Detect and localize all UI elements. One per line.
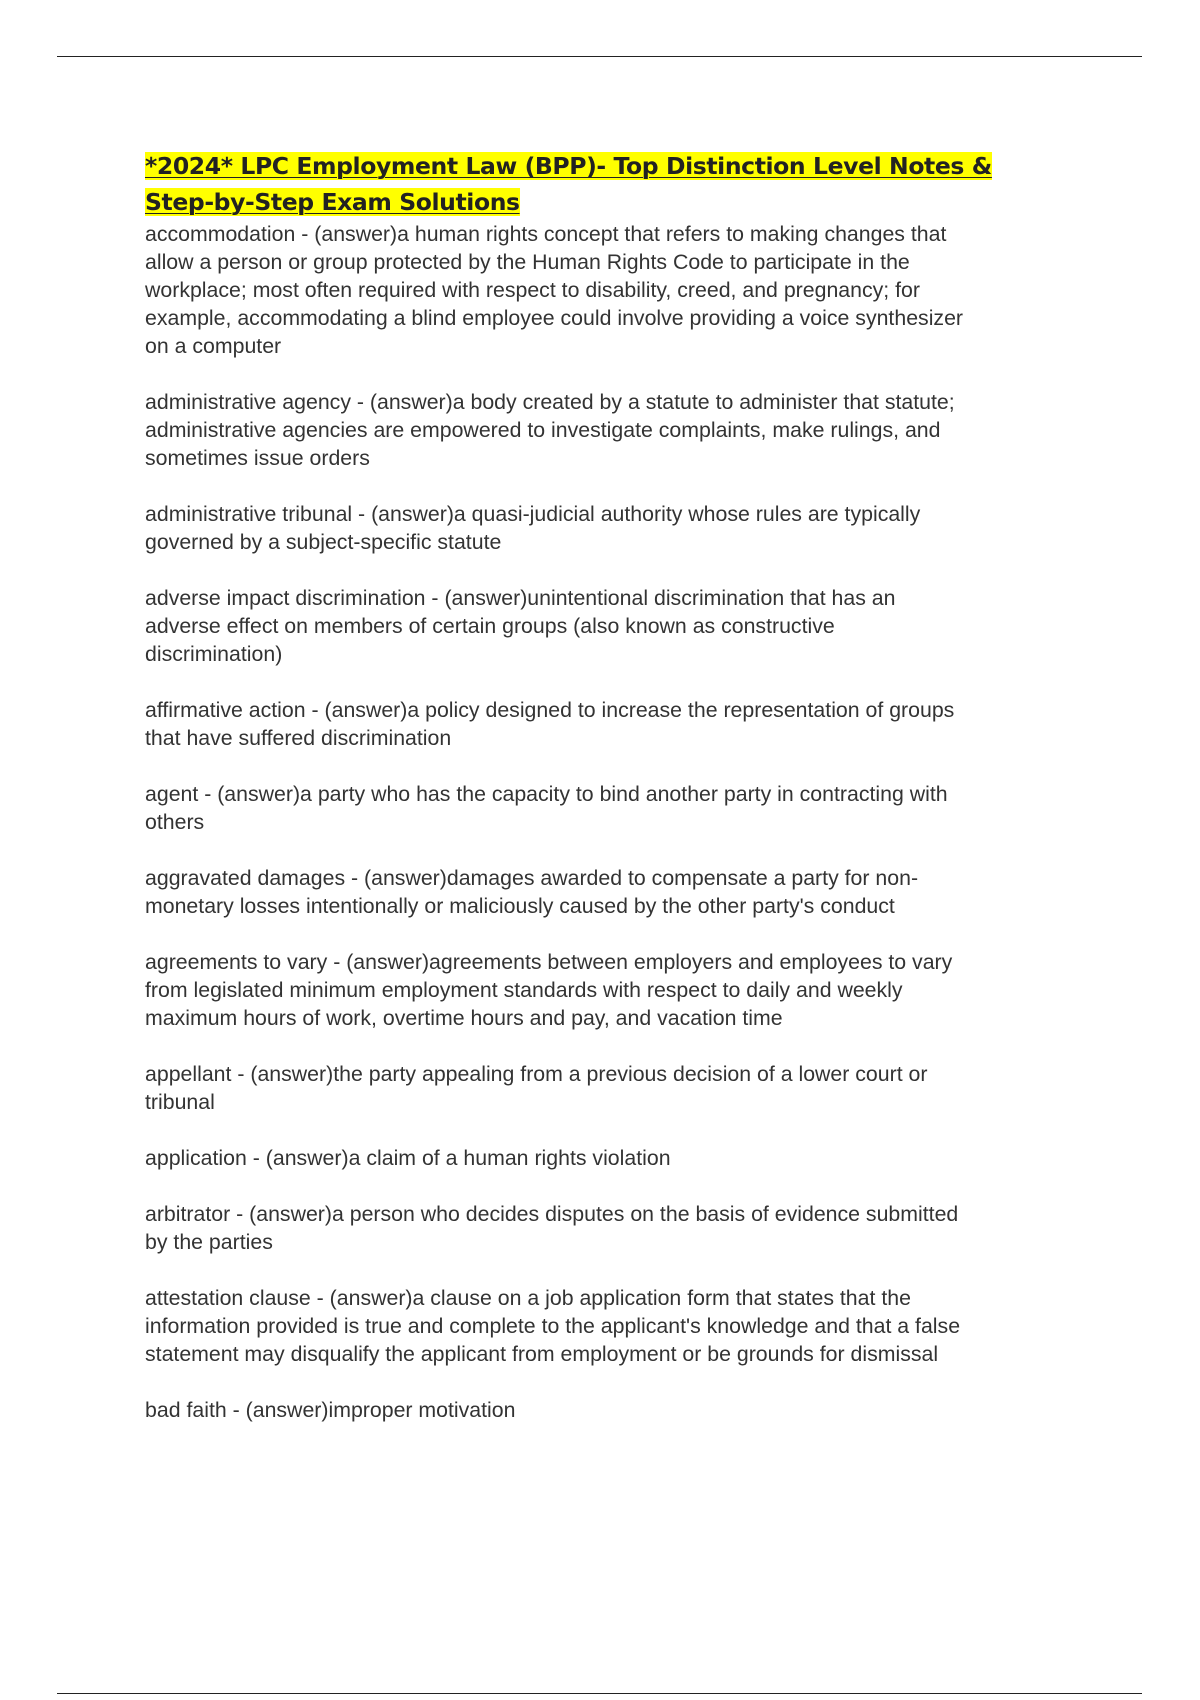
glossary-entry-attestation-clause: attestation clause - (answer)a clause on a job application form that states that the information provided is true and complete to the applicant's knowledge and that a false statement may disqualify the applicant from employment or be grounds for dismissal bbox=[145, 1286, 961, 1366]
glossary-entry-administrative-tribunal: administrative tribunal - (answer)a quasi-judicial authority whose rules are typically governed by a subject-specific statute bbox=[145, 502, 921, 554]
page-bottom-rule bbox=[57, 1693, 1142, 1694]
document-title-line-2: Step-by-Step Exam Solutions bbox=[145, 188, 520, 216]
page-content bbox=[145, 148, 1085, 1452]
glossary-entry-affirmative-action: affirmative action - (answer)a policy designed to increase the representation of groups that have suffered discrimination bbox=[145, 698, 955, 750]
glossary-entry-appellant: appellant - (answer)the party appealing from a previous decision of a lower court or tribunal bbox=[145, 1062, 928, 1114]
glossary-entry-accommodation: accommodation - (answer)a human rights concept that refers to making changes that allow a person or group protected by the Human Rights Code to participate in the workplace; most often required with respect to disability, creed, and pregnancy; for example, accommodating a blind employee could involve providing a voice synthesizer on a computer bbox=[145, 222, 964, 358]
glossary-entry-arbitrator: arbitrator - (answer)a person who decides disputes on the basis of evidence submitted by the parties bbox=[145, 1202, 959, 1254]
glossary-list bbox=[145, 220, 1085, 1424]
document-title bbox=[145, 148, 1085, 220]
glossary-entry-adverse-impact-discrimination: adverse impact discrimination - (answer)unintentional discrimination that has an adverse effect on members of certain groups (also known as constructive discrimination) bbox=[145, 586, 896, 666]
glossary-entry-agent: agent - (answer)a party who has the capacity to bind another party in contracting with others bbox=[145, 782, 948, 834]
document-title-line-1: *2024* LPC Employment Law (BPP)- Top Distinction Level Notes & bbox=[145, 152, 992, 180]
glossary-entry-administrative-agency: administrative agency - (answer)a body created by a statute to administer that statute; administrative agencies are empowered to investigate complaints, make rulings, and sometimes issue orders bbox=[145, 390, 955, 470]
glossary-entry-bad-faith: bad faith - (answer)improper motivation bbox=[145, 1398, 516, 1422]
glossary-entry-agreements-to-vary: agreements to vary - (answer)agreements between employers and employees to vary from legislated minimum employment standards with respect to daily and weekly maximum hours of work, overtime hours and pay, and vacation time bbox=[145, 950, 953, 1030]
page-top-rule bbox=[57, 56, 1142, 57]
glossary-entry-application: application - (answer)a claim of a human rights violation bbox=[145, 1146, 671, 1170]
glossary-entry-aggravated-damages: aggravated damages - (answer)damages awarded to compensate a party for non- monetary losses intentionally or maliciously caused by the other party's conduct bbox=[145, 866, 919, 918]
